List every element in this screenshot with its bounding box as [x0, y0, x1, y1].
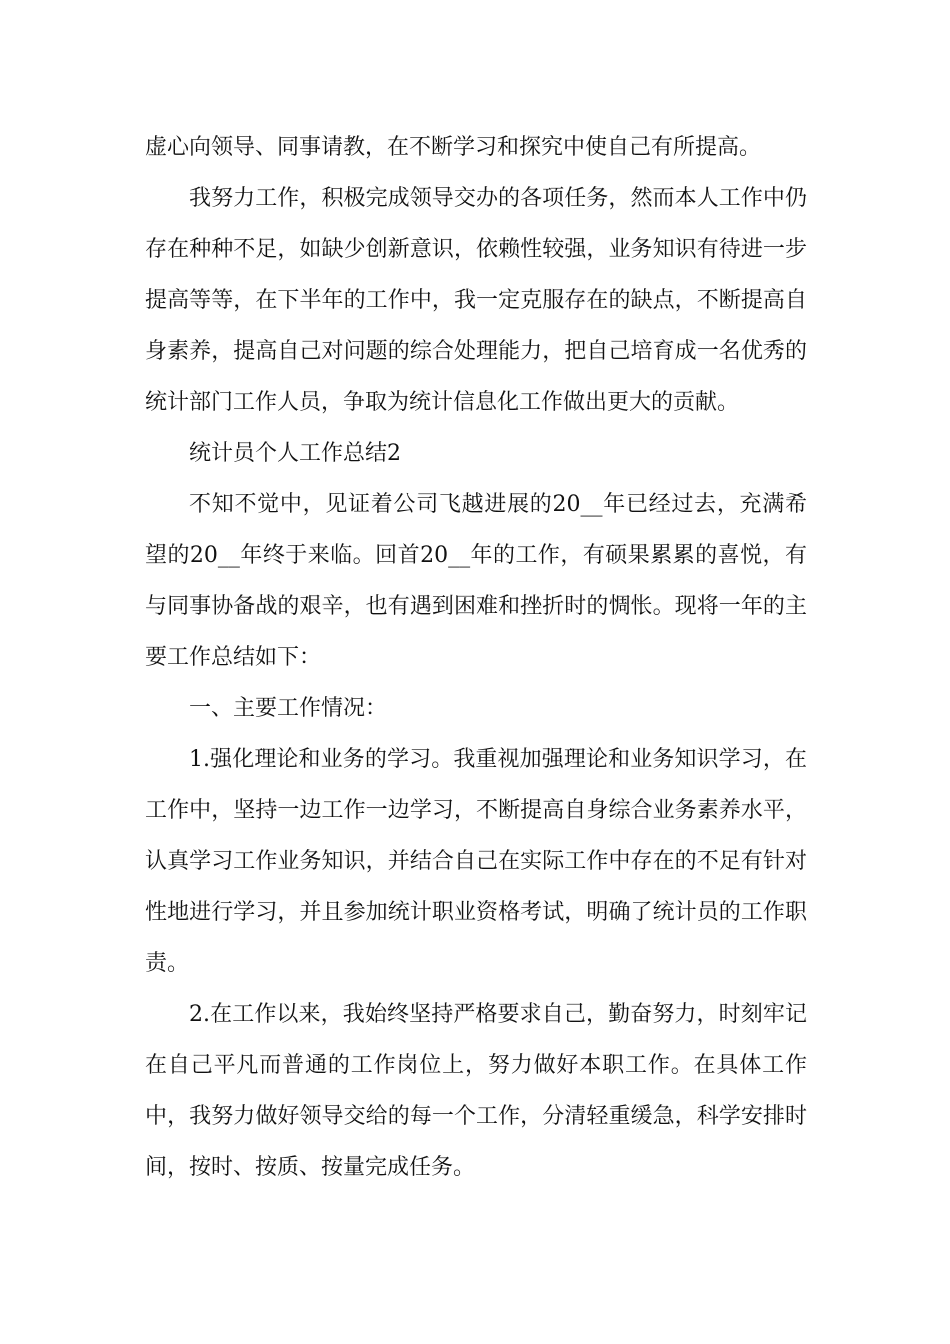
paragraph-item-2: 2.在工作以来，我始终坚持严格要求自己，勤奋努力，时刻牢记在自己平凡而普通的工作岗位上，努力做好本职工作。在具体工作中，我努力做好领导交给的每一个工作，分清轻重缓急，科学安排时间，按时、按质、按量完成任务。: [145, 1002, 807, 1180]
paragraph-continuation: 虚心向领导、同事请教，在不断学习和探究中使自己有所提高。: [145, 135, 762, 160]
document-page: [145, 122, 807, 1193]
paragraph-work-shortcomings: 我努力工作，积极完成领导交办的各项任务，然而本人工作中仍存在种种不足，如缺少创新意识，依赖性较强，业务知识有待进一步提高等等，在下半年的工作中，我一定克服存在的缺点，不断提高自身素养，提高自己对问题的综合处理能力，把自己培育成一名优秀的统计部门工作人员，争取为统计信息化工作做出更大的贡献。: [145, 186, 807, 415]
subsection-heading: 一、主要工作情况：: [189, 696, 388, 721]
paragraph-intro: 不知不觉中，见证着公司飞越进展的20__年已经过去，充满希望的20__年终于来临。回首20__年的工作，有硕果累累的喜悦，有与同事协备战的艰辛，也有遇到困难和挫折时的惆怅。现将一年的主要工作总结如下：: [145, 492, 807, 670]
paragraph-item-1: 1.强化理论和业务的学习。我重视加强理论和业务知识学习，在工作中，坚持一边工作一边学习，不断提高自身综合业务素养水平，认真学习工作业务知识，并结合自己在实际工作中存在的不足有针对性地进行学习，并且参加统计职业资格考试，明确了统计员的工作职责。: [145, 747, 807, 976]
section-title: 统计员个人工作总结2: [189, 441, 401, 466]
